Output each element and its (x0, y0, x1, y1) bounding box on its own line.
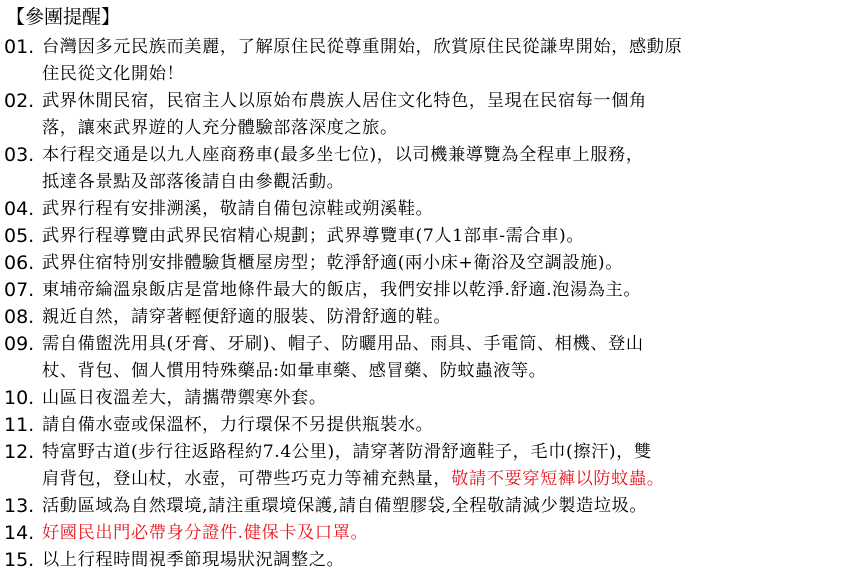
list-item (0, 412, 858, 439)
section-heading: 【參團提醒】 (6, 6, 121, 28)
list-item (0, 277, 858, 304)
item-number: 04. (4, 198, 35, 220)
list-item (0, 88, 858, 142)
item-text-segment: 武界住宿特別安排體驗貨櫃屋房型；乾淨舒適(兩小床+衛浴及空調設施)。 (42, 253, 624, 273)
item-text (42, 142, 858, 196)
item-text-segment: 杖、背包、個人慣用特殊藥品:如暈車藥、感冒藥、防蚊蟲液等。 (42, 361, 547, 381)
item-text-segment: 肩背包，登山杖，水壺，可帶些巧克力等補充熱量， (42, 469, 452, 489)
item-number: 15. (4, 549, 35, 571)
item-text (42, 493, 858, 520)
item-text-segment: 武界休閒民宿，民宿主人以原始布農族人居住文化特色，呈現在民宿每一個角 (42, 91, 647, 111)
item-line (42, 520, 858, 547)
item-text (42, 385, 858, 412)
list-item (0, 547, 858, 574)
item-number: 11. (4, 414, 35, 436)
item-text-segment: 本行程交通是以九人座商務車(最多坐七位)，以司機兼導覽為全程車上服務， (42, 145, 644, 165)
warning-text: 好國民出門必帶身分證件.健保卡及口罩。 (42, 523, 369, 543)
item-number: 10. (4, 387, 35, 409)
item-number: 01. (4, 36, 35, 58)
item-number: 09. (4, 333, 35, 355)
item-text-segment: 活動區域為自然環境,請注重環境保護,請自備塑膠袋,全程敬請減少製造垃圾。 (42, 496, 648, 516)
item-continuation-line (42, 358, 858, 385)
item-line (42, 493, 858, 520)
item-text (42, 412, 858, 439)
item-number: 07. (4, 279, 35, 301)
item-continuation-line (42, 115, 858, 142)
item-text (42, 196, 858, 223)
list-item (0, 331, 858, 385)
item-line (42, 412, 858, 439)
item-text-segment: 武界行程導覽由武界民宿精心規劃；武界導覽車(7人1部車-需合車)。 (42, 226, 585, 246)
item-line (42, 277, 858, 304)
item-continuation-line (42, 466, 858, 493)
list-item (0, 493, 858, 520)
item-text (42, 250, 858, 277)
list-item (0, 196, 858, 223)
item-text-segment: 需自備盥洗用具(牙膏、牙刷)、帽子、防曬用品、雨具、手電筒、相機、登山 (42, 334, 644, 354)
item-number: 14. (4, 522, 35, 544)
item-line (42, 439, 858, 466)
item-text-segment: 以上行程時間視季節現場狀況調整之。 (42, 550, 345, 570)
item-line (42, 385, 858, 412)
list-item (0, 385, 858, 412)
item-number: 12. (4, 441, 35, 463)
item-line (42, 223, 858, 250)
item-text (42, 547, 858, 574)
list-item (0, 34, 858, 88)
item-text (42, 223, 858, 250)
item-text (42, 34, 858, 88)
list-item (0, 223, 858, 250)
item-text (42, 520, 858, 547)
list-item (0, 250, 858, 277)
item-line (42, 547, 858, 574)
list-item (0, 439, 858, 493)
item-line (42, 142, 858, 169)
item-line (42, 196, 858, 223)
item-text (42, 439, 858, 493)
item-number: 08. (4, 306, 35, 328)
item-text-segment: 親近自然，請穿著輕便舒適的服裝、防滑舒適的鞋。 (42, 307, 452, 327)
item-number: 06. (4, 252, 35, 274)
item-line (42, 304, 858, 331)
reminder-list (0, 34, 858, 574)
item-text-segment: 請自備水壺或保溫杯，力行環保不另提供瓶裝水。 (42, 415, 434, 435)
item-continuation-line (42, 169, 858, 196)
list-item (0, 142, 858, 196)
item-text-segment: 台灣因多元民族而美麗，了解原住民從尊重開始，欣賞原住民從謙卑開始，感動原 (42, 37, 683, 57)
item-number: 05. (4, 225, 35, 247)
item-continuation-line (42, 61, 858, 88)
item-number: 13. (4, 495, 35, 517)
item-text-segment: 武界行程有安排溯溪，敬請自備包涼鞋或朔溪鞋。 (42, 199, 434, 219)
list-item (0, 520, 858, 547)
item-line (42, 88, 858, 115)
item-text (42, 304, 858, 331)
item-line (42, 34, 858, 61)
item-text (42, 88, 858, 142)
item-text-segment: 東埔帝綸溫泉飯店是當地條件最大的飯店，我們安排以乾淨.舒適.泡湯為主。 (42, 280, 642, 300)
warning-text: 敬請不要穿短褲以防蚊蟲。 (451, 469, 665, 489)
item-number: 02. (4, 90, 35, 112)
item-text-segment: 抵達各景點及部落後請自由參觀活動。 (42, 172, 345, 192)
item-line (42, 250, 858, 277)
item-text (42, 277, 858, 304)
item-text-segment: 住民從文化開始！ (42, 64, 185, 84)
item-text-segment: 落，讓來武界遊的人充分體驗部落深度之旅。 (42, 118, 398, 138)
list-item (0, 304, 858, 331)
item-text-segment: 特富野古道(步行往返路程約7.4公里)，請穿著防滑舒適鞋子，毛巾(擦汗)，雙 (42, 442, 652, 462)
item-text (42, 331, 858, 385)
item-line (42, 331, 858, 358)
item-text-segment: 山區日夜溫差大，請攜帶禦寒外套。 (42, 388, 327, 408)
item-number: 03. (4, 144, 35, 166)
